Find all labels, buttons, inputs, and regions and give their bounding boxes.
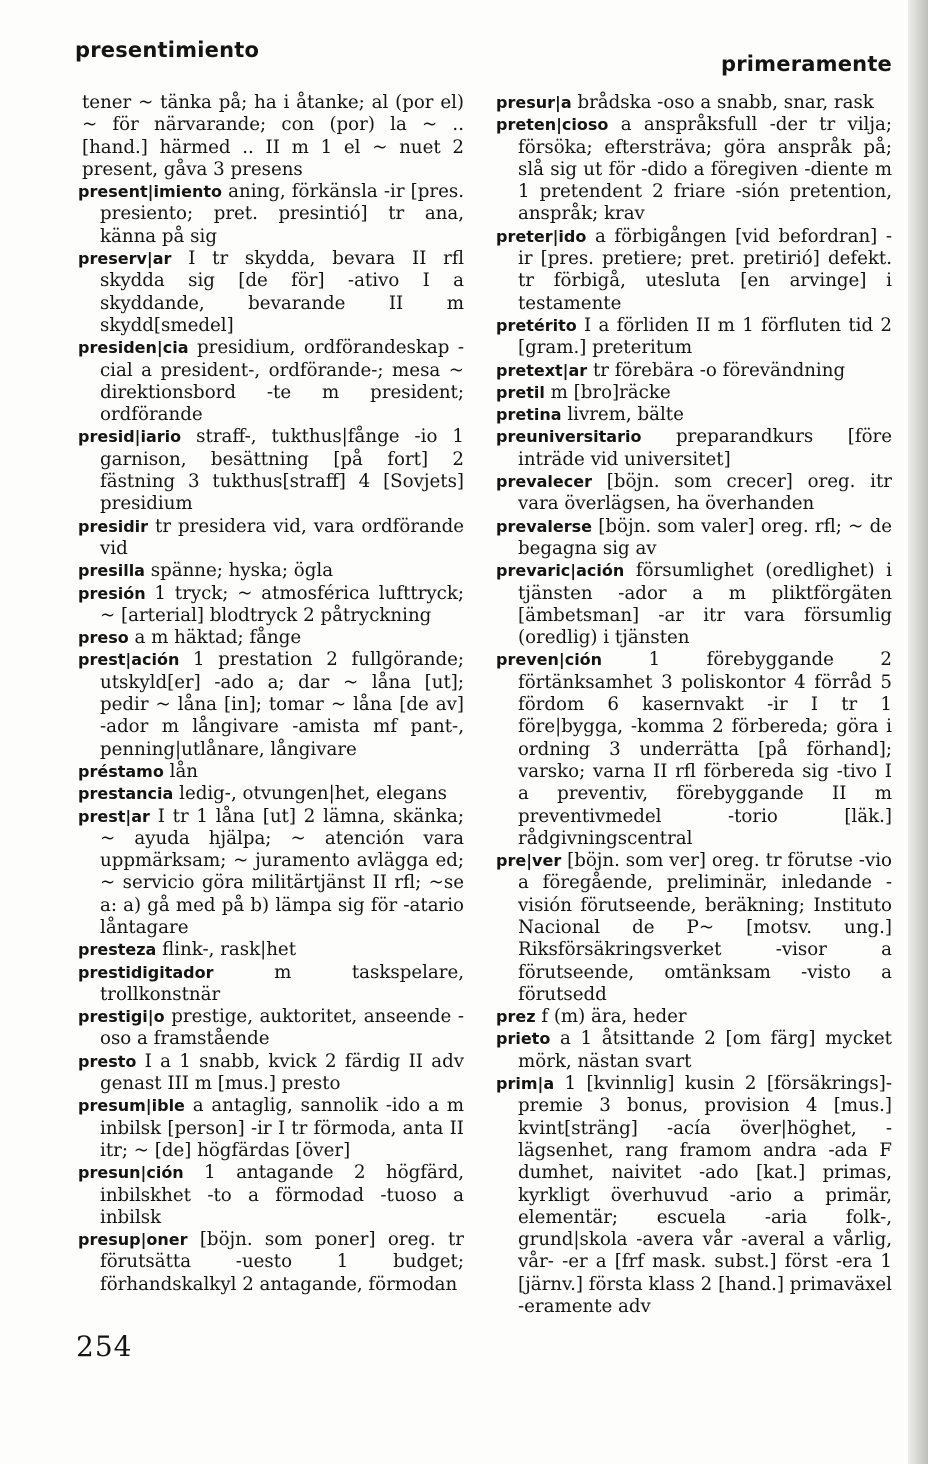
entry-headword: prevaric|ación <box>496 561 625 581</box>
entry-headword: prez <box>496 1007 536 1027</box>
dictionary-column-left <box>78 92 464 1296</box>
entry-definition: f (m) ära, heder <box>541 1006 687 1028</box>
entry-headword: prim|a <box>496 1074 555 1094</box>
dictionary-entry <box>496 426 892 471</box>
entry-definition: flink-, rask|het <box>162 939 297 961</box>
entry-headword: pre|ver <box>496 851 562 871</box>
dictionary-entry <box>496 315 892 360</box>
dictionary-entry <box>496 516 892 561</box>
entry-definition: försumlighet (oredlighet) i tjänsten -ador a m pliktförgäten [ämbetsman] -ar itr vara försumlig (oredlig) i tjänsten <box>518 560 892 649</box>
entry-headword: prest|ar <box>78 806 150 826</box>
dictionary-entry <box>78 649 464 760</box>
entry-definition: a 1 åtsittande 2 [om färg] mycket mörk, nästan svart <box>518 1028 892 1072</box>
entry-headword: presid|iario <box>78 427 182 447</box>
entry-definition: I a förliden II m 1 förfluten tid 2 [gram.] preteritum <box>518 314 892 359</box>
dictionary-entry <box>78 248 464 337</box>
dictionary-entry <box>496 1028 892 1073</box>
entry-definition: aning, förkänsla -ir [pres. presiento; pret. presintió] tr ana, känna på sig <box>100 181 464 247</box>
entry-headword: presiden|cia <box>78 338 189 358</box>
entry-headword: preuniversitario <box>496 427 642 447</box>
dictionary-entry <box>496 1073 892 1318</box>
entry-definition: 1 prestation 2 fullgörande; utskyld[er] -ado a; dar ~ låna [ut]; pedir ~ låna [in]; tomar ~ låna [de av] -ador m långivare -amista mf pant-, penning|utlånare, långivare <box>100 649 464 760</box>
entry-definition: tr förebära -o förevändning <box>593 359 846 381</box>
dictionary-entry <box>496 850 892 1006</box>
dictionary-entry <box>496 382 892 404</box>
entry-headword: presidir <box>78 516 149 536</box>
entry-headword: presilla <box>78 561 145 581</box>
page-edge-shadow <box>908 0 928 1464</box>
dictionary-entry <box>78 939 464 961</box>
dictionary-column-right <box>496 92 892 1318</box>
entry-definition: [böjn. som ver] oreg. tr förutse -vio a föregående, preliminär, inledande -visión förutseende, beräkning; Instituto Nacional de P~ [motsv. ung.] Riksförsäkringsverket -visor a förutseende, omtänksam -visto a förutsedd <box>518 850 892 1005</box>
entry-headword: prevalecer <box>496 472 592 492</box>
dictionary-entry <box>78 1229 464 1296</box>
entry-definition: livrem, bälte <box>567 404 684 426</box>
entry-definition: prestige, auktoritet, anseende -oso a framstående <box>100 1006 464 1050</box>
dictionary-entry <box>78 1006 464 1051</box>
entry-definition: [böjn. som poner] oreg. tr förutsätta -uesto 1 budget; förhandskalkyl 2 antagande, förmodan <box>100 1229 464 1295</box>
entry-headword: prieto <box>496 1029 551 1049</box>
running-head-right: primeramente <box>721 52 892 76</box>
entry-definition: I tr 1 låna [ut] 2 lämna, skänka; ~ ayuda hjälpa; ~ atención vara uppmärksam; ~ juramento avlägga ed; ~ servicio göra militärtjänst II rfl; ~se a: a) gå med på b) lämpa sig för -atario låntagare <box>100 805 464 938</box>
entry-headword: pretina <box>496 405 562 425</box>
entry-definition: tener ~ tänka på; ha i åtanke; al (por el) ~ för närvarande; con (por) la ~ .. [hand.] härmed .. II m 1 el ~ nuet 2 present, gåva 3 presens <box>82 92 464 180</box>
entry-definition: straff-, tukthus|fånge -io 1 garnison, besättning [på fort] 2 fästning 3 tukthus[straff] 4 [Sovjets] presidium <box>100 426 464 515</box>
entry-headword: pretil <box>496 382 545 402</box>
entry-definition: [böjn. som valer] oreg. rfl; ~ de begagna sig av <box>518 515 892 559</box>
entry-headword: prestidigitador <box>78 962 214 982</box>
entry-definition: brådska -oso a snabb, snar, rask <box>577 92 874 113</box>
dictionary-entry <box>78 92 464 181</box>
entry-definition: presidium, ordförandeskap -cial a president-, ordförande-; mesa ~ direktionsbord -te m president; ordförande <box>100 337 464 426</box>
entry-headword: prest|ación <box>78 650 180 670</box>
entry-headword: presum|ible <box>78 1096 185 1116</box>
entry-definition: a förbigången [vid befordran] -ir [pres. pretiere; pret. pretirió] defekt. tr förbigå, utesluta [en arvinge] i testamente <box>518 225 892 314</box>
entry-headword: presup|oner <box>78 1230 188 1250</box>
running-head-left: presentimiento <box>75 38 260 62</box>
page-number: 254 <box>76 1330 133 1363</box>
dictionary-entry <box>78 783 464 805</box>
entry-definition: ledig-, otvungen|het, elegans <box>179 783 447 805</box>
dictionary-entry <box>78 337 464 426</box>
dictionary-entry <box>496 404 892 426</box>
entry-headword: pretext|ar <box>496 360 588 380</box>
entry-headword: preven|ción <box>496 650 603 670</box>
dictionary-entry <box>496 1006 892 1028</box>
entry-definition: tr presidera vid, vara ordförande vid <box>100 515 464 559</box>
dictionary-entry <box>78 761 464 783</box>
entry-headword: present|imiento <box>78 182 222 202</box>
entry-definition: a anspråksfull -der tr vilja; försöka; eftersträva; göra anspråk på; slå sig ut för -dido a föregiven -diente m 1 pretendent 2 friare -sión pretention, anspråk; krav <box>518 114 892 225</box>
entry-headword: presun|ción <box>78 1163 184 1183</box>
dictionary-entry <box>496 560 892 649</box>
dictionary-entry <box>496 92 892 114</box>
entry-definition: spänne; hyska; ögla <box>150 560 334 582</box>
entry-definition: I a 1 snabb, kvick 2 färdig II adv genast III m [mus.] presto <box>100 1050 464 1095</box>
entry-headword: presto <box>78 1051 137 1071</box>
entry-headword: presteza <box>78 940 157 960</box>
dictionary-entry <box>78 426 464 515</box>
entry-definition: I tr skydda, bevara II rfl skydda sig [de för] -ativo I a skyddande, bevarande II m skydd[smedel] <box>100 248 464 336</box>
entry-definition: [böjn. som crecer] oreg. itr vara överlägsen, ha överhanden <box>518 471 892 515</box>
dictionary-entry <box>496 114 892 225</box>
dictionary-entry <box>78 1162 464 1229</box>
dictionary-entry <box>78 962 464 1007</box>
entry-definition: lån <box>169 760 198 782</box>
dictionary-entry <box>496 226 892 315</box>
entry-headword: pretérito <box>496 315 577 335</box>
entry-headword: preserv|ar <box>78 249 172 269</box>
entry-definition: m [bro]räcke <box>550 381 671 403</box>
entry-definition: m taskspelare, trollkonstnär <box>100 961 464 1005</box>
dictionary-entry <box>496 471 892 516</box>
entry-definition: a antaglig, sannolik -ido a m inbilsk [person] -ir I tr förmoda, anta II itr; ~ [de] högfärdas [över] <box>100 1095 464 1161</box>
entry-definition: preparandkurs [före inträde vid universitet] <box>518 426 892 470</box>
dictionary-entry <box>78 1051 464 1096</box>
entry-headword: prestigi|o <box>78 1007 165 1027</box>
entry-headword: prestancia <box>78 784 174 804</box>
dictionary-entry <box>496 649 892 850</box>
entry-headword: preter|ido <box>496 226 587 246</box>
dictionary-entry <box>78 516 464 561</box>
entry-headword: preso <box>78 628 129 648</box>
entry-headword: presur|a <box>496 93 572 112</box>
entry-definition: 1 tryck; ~ atmosférica lufttryck; ~ [arterial] blodtryck 2 påtryckning <box>100 582 464 626</box>
entry-headword: préstamo <box>78 761 164 781</box>
dictionary-entry <box>78 583 464 628</box>
entry-definition: 1 antagande 2 högfärd, inbilskhet -to a förmodad -tuoso a inbilsk <box>100 1162 464 1228</box>
dictionary-entry <box>78 1095 464 1162</box>
entry-headword: presión <box>78 583 146 603</box>
dictionary-entry <box>496 360 892 382</box>
entry-definition: a m häktad; fånge <box>134 627 302 649</box>
dictionary-entry <box>78 560 464 582</box>
entry-headword: preten|cioso <box>496 115 609 135</box>
entry-definition: 1 [kvinnlig] kusin 2 [försäkrings]-premie 3 bonus, provision 4 [mus.] kvint[sträng] -acía över|höghet, -lägsenhet, rang framom andra -ada F dumhet, naivitet -ado [kat.] primas, kyrkligt överhuvud -ario a primär, elementär; escuela -aria folk-, grund|skola -avera vår -averal a vårlig, vår- -er a [frf mask. subst.] först -era 1 [järnv.] första klass 2 [hand.] primaväxel -eramente adv <box>518 1073 892 1318</box>
dictionary-entry <box>78 806 464 940</box>
dictionary-entry <box>78 181 464 248</box>
entry-definition: 1 förebyggande 2 förtänksamhet 3 poliskontor 4 förråd 5 fördom 6 kasernvakt -ir I tr 1 före|bygga, -komma 2 förbereda; göra i ordning 3 underrätta [på förhand]; varsko; varna II rfl förbereda sig -tivo I a preventiv, förebyggande II m preventivmedel -torio [läk.] rådgivningscentral <box>518 649 892 849</box>
entry-headword: prevalerse <box>496 516 593 536</box>
dictionary-entry <box>78 627 464 649</box>
